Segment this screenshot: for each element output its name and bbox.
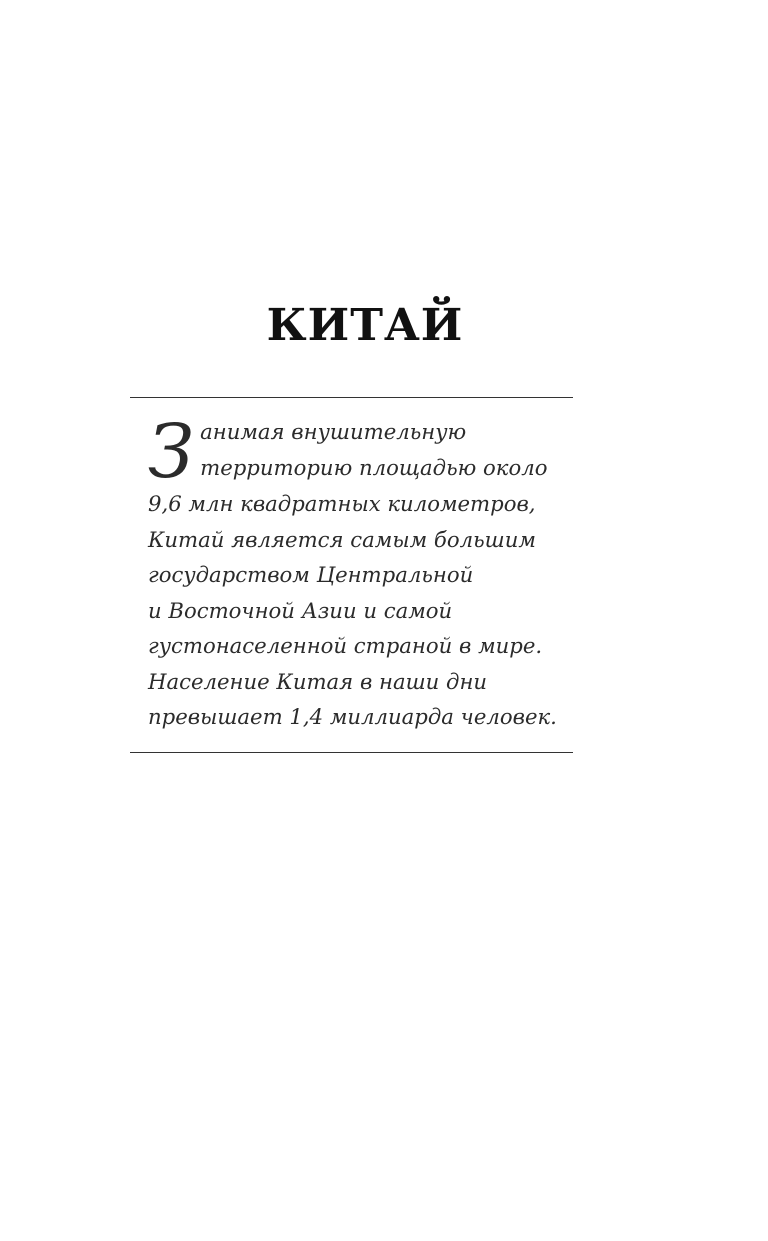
intro-paragraph	[148, 409, 573, 735]
bottom-divider	[130, 752, 573, 753]
intro-line: превышает 1,4 миллиарда человек.	[148, 704, 557, 729]
chapter-title: КИТАЙ	[266, 300, 464, 351]
intro-line: анимая внушительную	[200, 419, 467, 444]
intro-line: 9,6 млн квадратных километров,	[148, 491, 536, 516]
drop-cap: З	[148, 409, 195, 495]
intro-line: территорию площадью около	[200, 454, 548, 480]
intro-line: Китай является самым большим	[148, 526, 536, 552]
intro-line: Население Китая в наши дни	[148, 668, 488, 694]
intro-line: густонаселенной страной в мире.	[148, 633, 543, 658]
intro-line: государством Центральной	[148, 562, 474, 587]
top-divider	[130, 397, 573, 398]
intro-line: и Восточной Азии и самой	[148, 597, 453, 623]
